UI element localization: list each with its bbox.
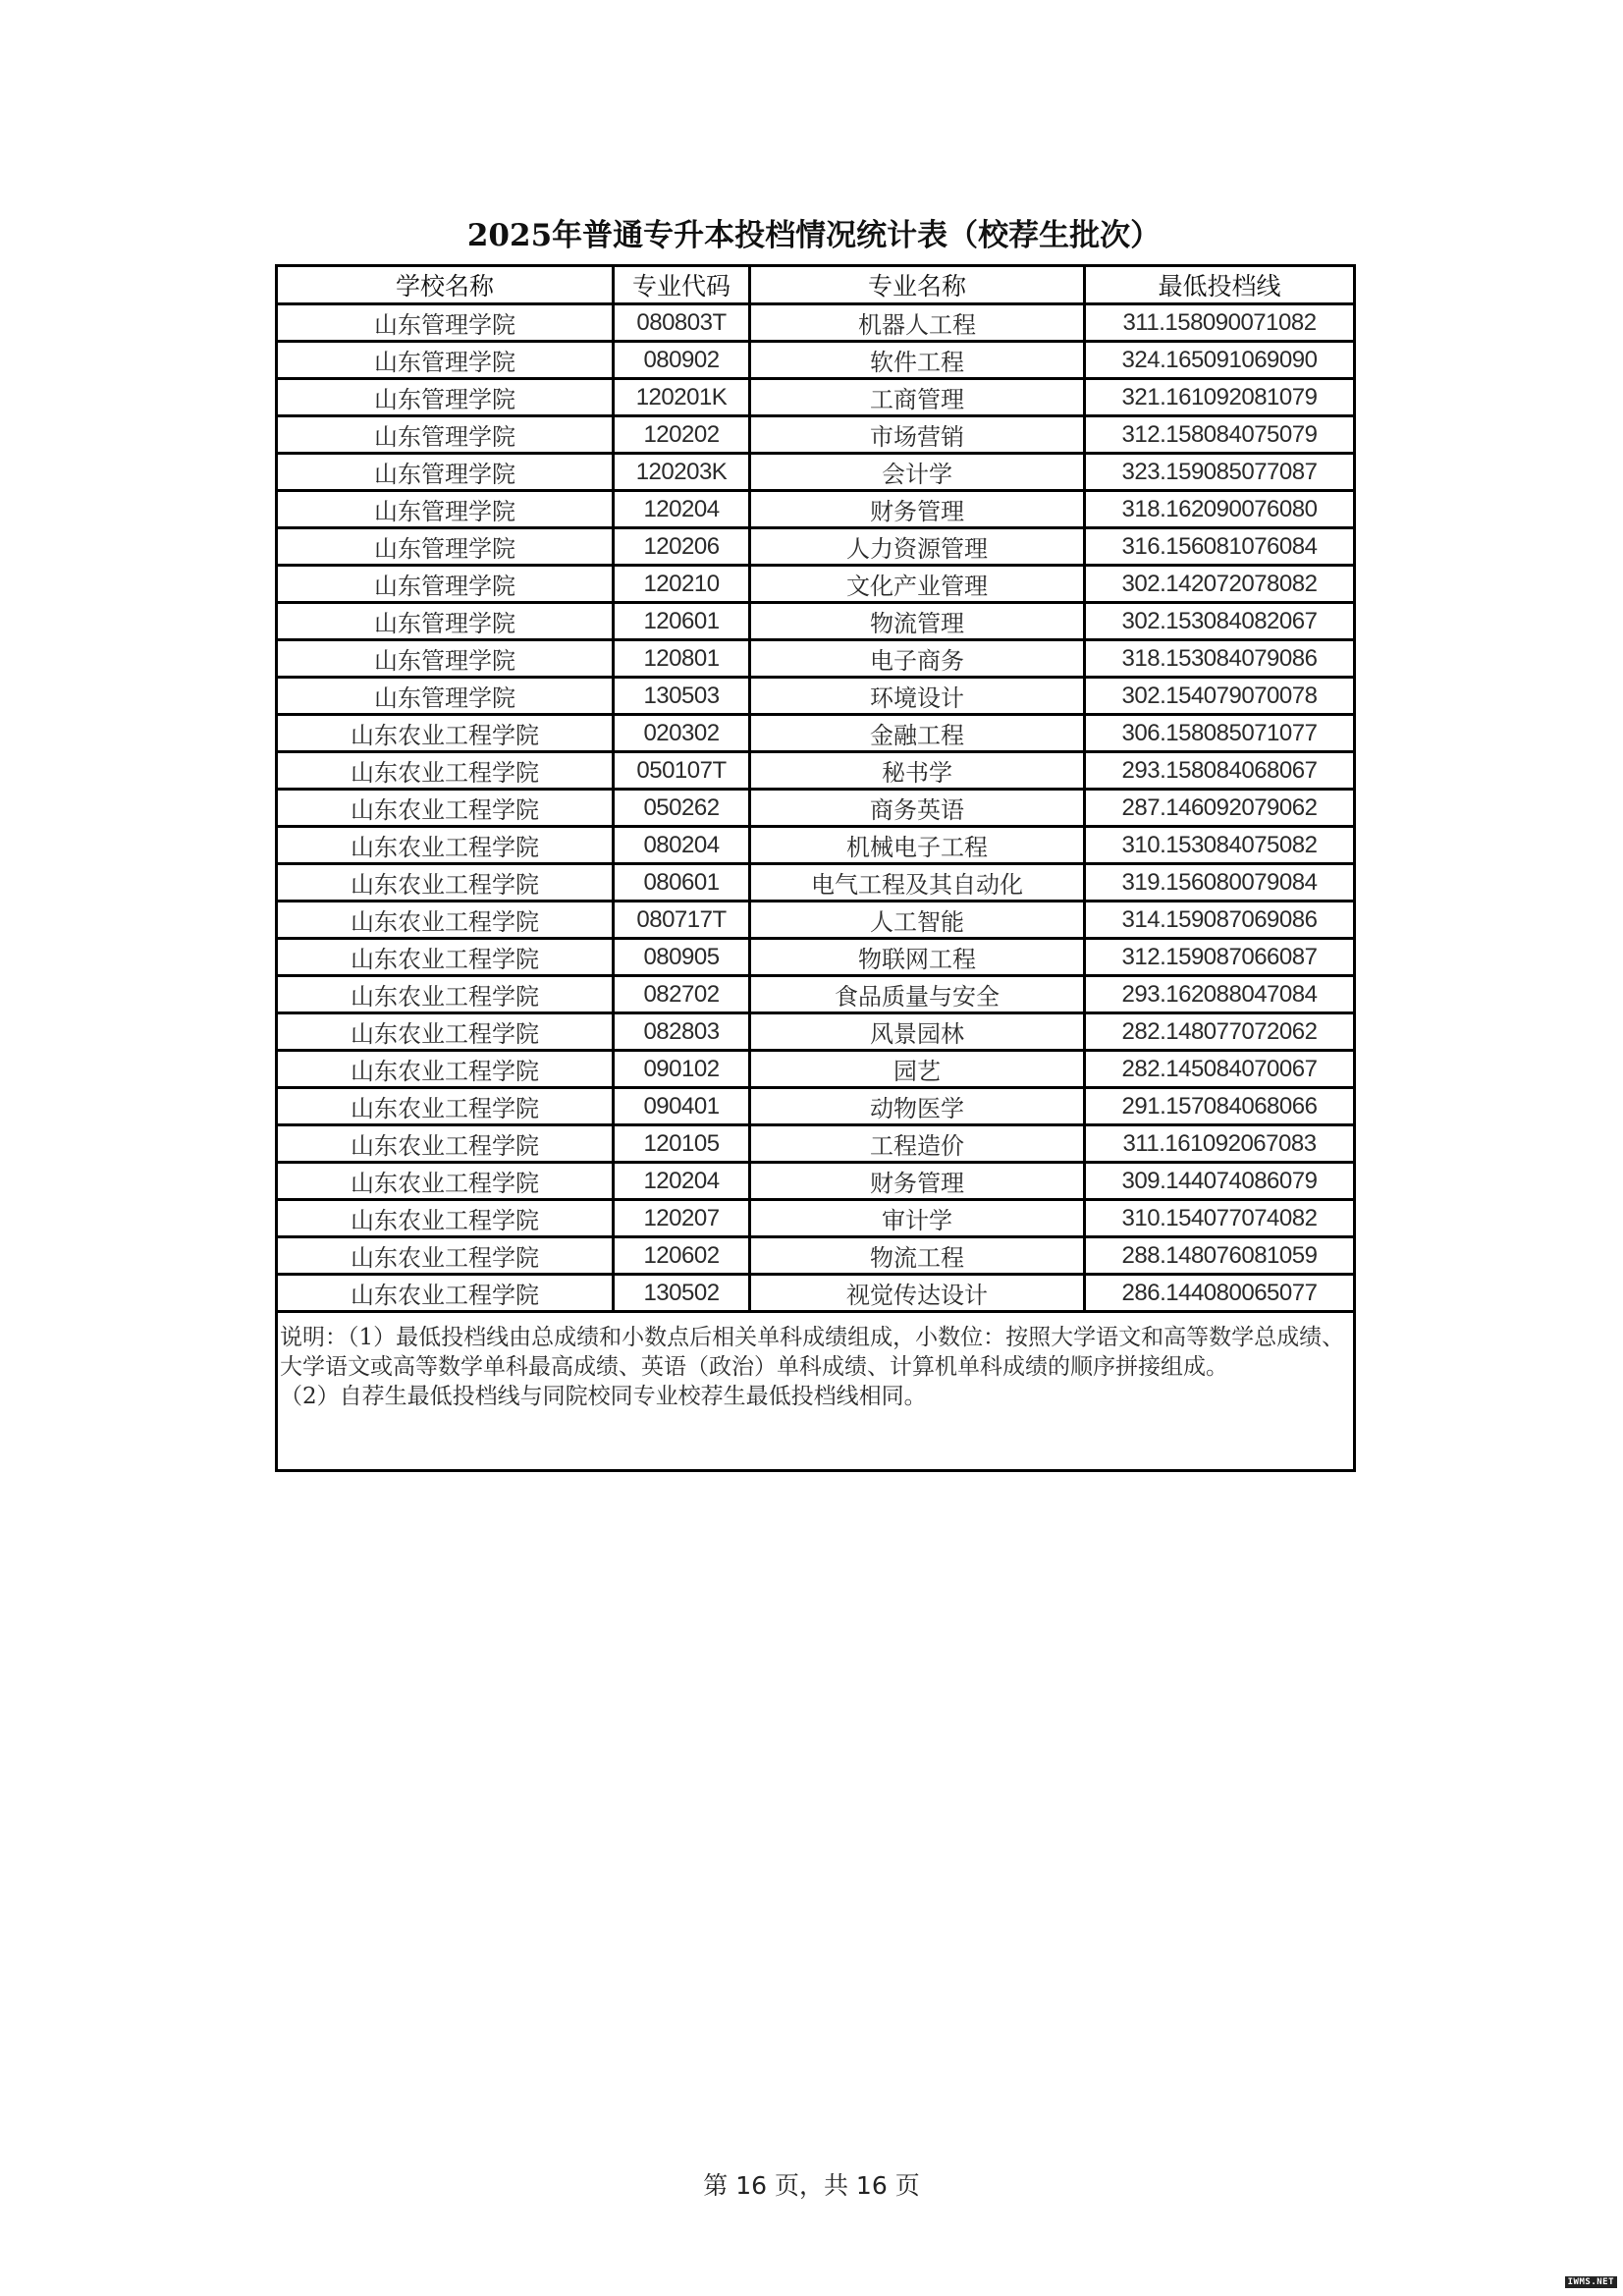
table-cell-code: 050107T [614, 752, 750, 790]
table-row [277, 1275, 1355, 1312]
table-cell-school: 山东农业工程学院 [277, 1237, 614, 1275]
table-cell-code: 080902 [614, 342, 750, 379]
table-cell-school: 山东农业工程学院 [277, 1200, 614, 1237]
table-cell-major: 视觉传达设计 [750, 1275, 1085, 1312]
table-cell-score: 309.144074086079 [1085, 1163, 1355, 1200]
table-cell-school: 山东管理学院 [277, 491, 614, 528]
table-cell-score: 318.162090076080 [1085, 491, 1355, 528]
table-cell-major: 园艺 [750, 1051, 1085, 1088]
table-row [277, 528, 1355, 566]
table-cell-code: 090401 [614, 1088, 750, 1125]
table-cell-code: 080601 [614, 864, 750, 902]
table-cell-score: 288.148076081059 [1085, 1237, 1355, 1275]
table-cell-school: 山东管理学院 [277, 566, 614, 603]
table-cell-major: 金融工程 [750, 715, 1085, 752]
table-cell-school: 山东管理学院 [277, 342, 614, 379]
admission-table [275, 264, 1356, 1472]
table-cell-score: 318.153084079086 [1085, 640, 1355, 678]
table-cell-score: 306.158085071077 [1085, 715, 1355, 752]
table-cell-school: 山东农业工程学院 [277, 939, 614, 976]
table-row [277, 902, 1355, 939]
table-cell-code: 080717T [614, 902, 750, 939]
table-cell-school: 山东管理学院 [277, 416, 614, 454]
table-cell-code: 120206 [614, 528, 750, 566]
table-cell-code: 130502 [614, 1275, 750, 1312]
table-row [277, 566, 1355, 603]
note-1: 说明：（1）最低投档线由总成绩和小数点后相关单科成绩组成，小数位：按照大学语文和高等数学总成绩、大学语文或高等数学单科最高成绩、英语（政治）单科成绩、计算机单科成绩的顺序拼接组成。 [280, 1325, 1345, 1380]
table-cell-school: 山东管理学院 [277, 640, 614, 678]
table-cell-score: 293.158084068067 [1085, 752, 1355, 790]
table-cell-major: 动物医学 [750, 1088, 1085, 1125]
table-cell-score: 324.165091069090 [1085, 342, 1355, 379]
table-cell-code: 082803 [614, 1013, 750, 1051]
table-cell-major: 市场营销 [750, 416, 1085, 454]
document-title: 2025年普通专升本投档情况统计表（校荐生批次） [466, 218, 1162, 253]
table-cell-major: 工商管理 [750, 379, 1085, 416]
table-row [277, 1200, 1355, 1237]
table-cell-code: 120201K [614, 379, 750, 416]
table-cell-score: 293.162088047084 [1085, 976, 1355, 1013]
table-cell-code: 120207 [614, 1200, 750, 1237]
table-cell-school: 山东管理学院 [277, 379, 614, 416]
table-cell-school: 山东农业工程学院 [277, 1275, 614, 1312]
table-row [277, 976, 1355, 1013]
table-cell-school: 山东农业工程学院 [277, 1125, 614, 1163]
table-cell-code: 080905 [614, 939, 750, 976]
table-cell-score: 282.145084070067 [1085, 1051, 1355, 1088]
table-cell-code: 082702 [614, 976, 750, 1013]
table-row [277, 1013, 1355, 1051]
table-cell-code: 120204 [614, 491, 750, 528]
table-cell-code: 120105 [614, 1125, 750, 1163]
table-cell-major: 审计学 [750, 1200, 1085, 1237]
table-row [277, 752, 1355, 790]
table-cell-code: 120601 [614, 603, 750, 640]
table-cell-major: 食品质量与安全 [750, 976, 1085, 1013]
table-cell-major: 人力资源管理 [750, 528, 1085, 566]
table-row [277, 304, 1355, 342]
column-header-major: 专业名称 [750, 266, 1085, 304]
table-cell-major: 财务管理 [750, 1163, 1085, 1200]
table-cell-score: 291.157084068066 [1085, 1088, 1355, 1125]
table-cell-score: 321.161092081079 [1085, 379, 1355, 416]
table-cell-score: 310.153084075082 [1085, 827, 1355, 864]
watermark: IWMS.NET [1565, 2276, 1617, 2288]
table-cell-code: 120801 [614, 640, 750, 678]
table-cell-score: 312.158084075079 [1085, 416, 1355, 454]
table-cell-school: 山东管理学院 [277, 454, 614, 491]
table-cell-school: 山东管理学院 [277, 528, 614, 566]
table-row [277, 491, 1355, 528]
table-cell-score: 302.142072078082 [1085, 566, 1355, 603]
table-row [277, 1051, 1355, 1088]
table-cell-score: 302.154079070078 [1085, 678, 1355, 715]
table-row [277, 864, 1355, 902]
table-row [277, 678, 1355, 715]
table-cell-school: 山东农业工程学院 [277, 1088, 614, 1125]
table-row [277, 1237, 1355, 1275]
table-cell-code: 120204 [614, 1163, 750, 1200]
table-row [277, 640, 1355, 678]
table-cell-score: 310.154077074082 [1085, 1200, 1355, 1237]
table-cell-code: 120203K [614, 454, 750, 491]
table-cell-major: 电气工程及其自动化 [750, 864, 1085, 902]
column-header-score: 最低投档线 [1085, 266, 1355, 304]
table-cell-code: 020302 [614, 715, 750, 752]
table-row [277, 1125, 1355, 1163]
table-cell-code: 080204 [614, 827, 750, 864]
table-row [277, 416, 1355, 454]
column-header-school: 学校名称 [277, 266, 614, 304]
table-row [277, 342, 1355, 379]
table-cell-code: 120210 [614, 566, 750, 603]
table-row [277, 379, 1355, 416]
table-cell-school: 山东管理学院 [277, 304, 614, 342]
table-row [277, 1163, 1355, 1200]
table-cell-school: 山东农业工程学院 [277, 976, 614, 1013]
table-row [277, 939, 1355, 976]
table-cell-code: 120602 [614, 1237, 750, 1275]
table-cell-major: 会计学 [750, 454, 1085, 491]
table-cell-school: 山东农业工程学院 [277, 752, 614, 790]
table-cell-major: 风景园林 [750, 1013, 1085, 1051]
table-cell-score: 314.159087069086 [1085, 902, 1355, 939]
table-cell-code: 050262 [614, 790, 750, 827]
notes-cell [277, 1312, 1355, 1471]
table-cell-code: 080803T [614, 304, 750, 342]
table-cell-major: 商务英语 [750, 790, 1085, 827]
table-cell-major: 物流管理 [750, 603, 1085, 640]
table-row [277, 1088, 1355, 1125]
table-cell-school: 山东农业工程学院 [277, 827, 614, 864]
table-cell-score: 311.161092067083 [1085, 1125, 1355, 1163]
table-row [277, 454, 1355, 491]
table-cell-major: 文化产业管理 [750, 566, 1085, 603]
table-cell-school: 山东农业工程学院 [277, 790, 614, 827]
table-cell-code: 090102 [614, 1051, 750, 1088]
table-cell-score: 312.159087066087 [1085, 939, 1355, 976]
table-cell-score: 282.148077072062 [1085, 1013, 1355, 1051]
table-cell-major: 物流工程 [750, 1237, 1085, 1275]
table-cell-major: 软件工程 [750, 342, 1085, 379]
table-header-row [277, 266, 1355, 304]
table-cell-school: 山东农业工程学院 [277, 864, 614, 902]
table-row [277, 603, 1355, 640]
table-row [277, 790, 1355, 827]
table-cell-school: 山东管理学院 [277, 678, 614, 715]
table-cell-major: 机器人工程 [750, 304, 1085, 342]
table-cell-major: 环境设计 [750, 678, 1085, 715]
table-cell-school: 山东管理学院 [277, 603, 614, 640]
table-row [277, 827, 1355, 864]
table-cell-score: 319.156080079084 [1085, 864, 1355, 902]
table-cell-major: 工程造价 [750, 1125, 1085, 1163]
table-cell-score: 311.158090071082 [1085, 304, 1355, 342]
notes-row [277, 1312, 1355, 1471]
table-cell-school: 山东农业工程学院 [277, 1163, 614, 1200]
table-cell-code: 130503 [614, 678, 750, 715]
table-cell-score: 302.153084082067 [1085, 603, 1355, 640]
column-header-code: 专业代码 [614, 266, 750, 304]
table-cell-major: 财务管理 [750, 491, 1085, 528]
table-cell-major: 人工智能 [750, 902, 1085, 939]
table-cell-major: 机械电子工程 [750, 827, 1085, 864]
table-cell-score: 286.144080065077 [1085, 1275, 1355, 1312]
table-cell-score: 316.156081076084 [1085, 528, 1355, 566]
page-footer: 第 16 页，共 16 页 [703, 2171, 920, 2200]
table-cell-major: 物联网工程 [750, 939, 1085, 976]
table-cell-school: 山东农业工程学院 [277, 902, 614, 939]
table-cell-score: 287.146092079062 [1085, 790, 1355, 827]
note-2: （2）自荐生最低投档线与同院校同专业校荐生最低投档线相同。 [280, 1384, 927, 1409]
table-cell-major: 秘书学 [750, 752, 1085, 790]
table-row [277, 715, 1355, 752]
table-cell-major: 电子商务 [750, 640, 1085, 678]
table-cell-code: 120202 [614, 416, 750, 454]
table-cell-school: 山东农业工程学院 [277, 1013, 614, 1051]
table-cell-school: 山东农业工程学院 [277, 715, 614, 752]
table-cell-score: 323.159085077087 [1085, 454, 1355, 491]
table-cell-school: 山东农业工程学院 [277, 1051, 614, 1088]
